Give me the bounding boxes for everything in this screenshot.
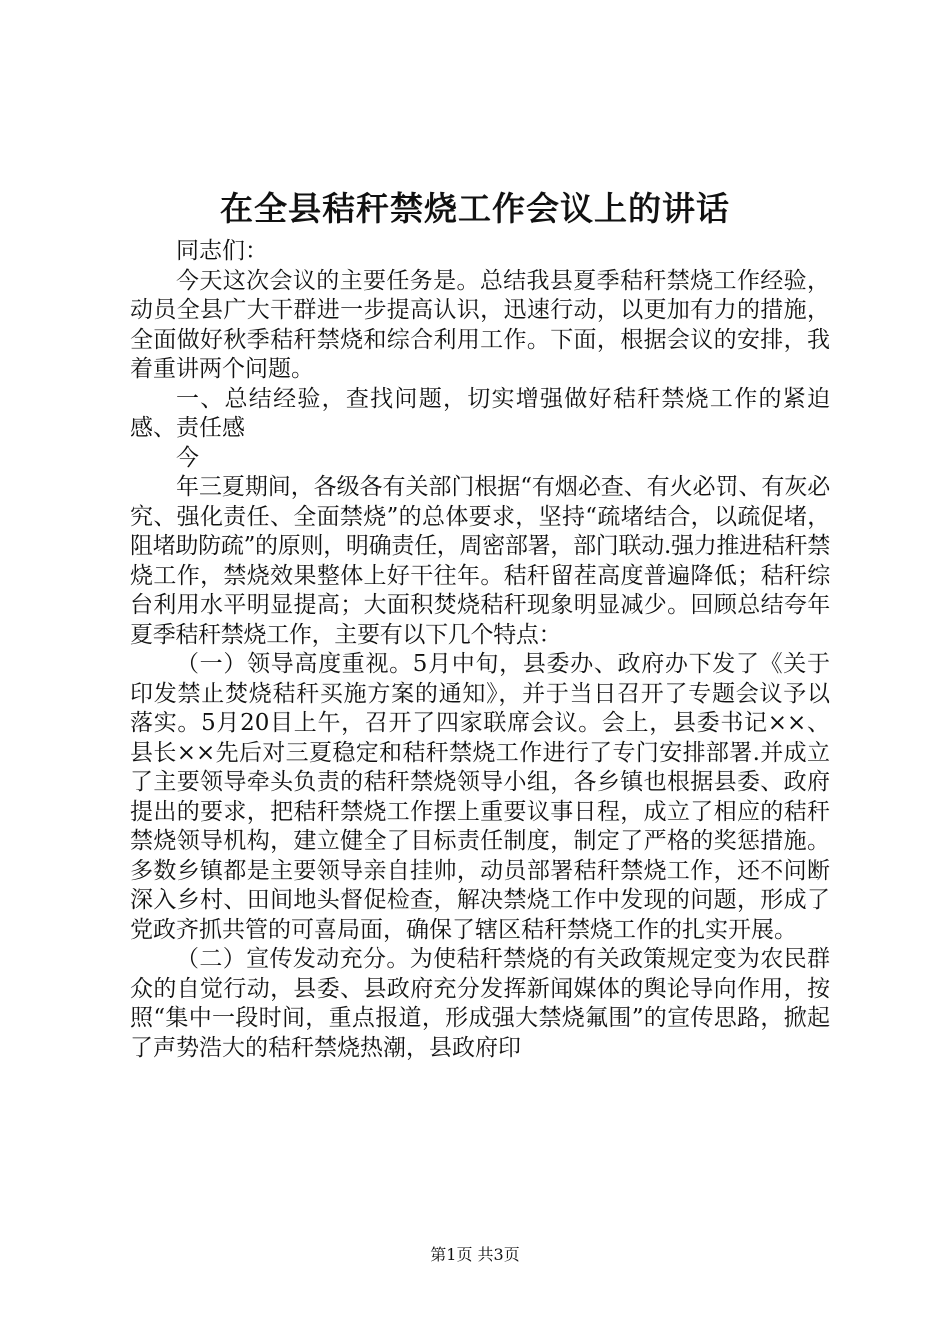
- section-heading-1: 一、总结经验，查找问题，切实增强做好秸秆禁烧工作的紧迫感、责任感: [130, 385, 830, 441]
- document-body: [130, 237, 830, 1063]
- intro-paragraph: 今天这次会议的主要任务是。总结我县夏季秸秆禁烧工作经验，动员全县广大干群进一步提高认识，迅速行动，以更加有力的措施，全面做好秋季秸秆禁烧和综合利用工作。下面，根据会议的安排，我着重讲两个问题。: [130, 267, 830, 382]
- salutation-paragraph: 同志们：: [176, 238, 268, 264]
- point-2-paragraph: （二）宣传发动充分。为使秸秆禁烧的有关政策规定变为农民群众的自觉行动，县委、县政府充分发挥新闻媒体的舆论导向作用，按照“集中一段时间，重点报道，形成强大禁烧氟围”的宣传思路，掀起了声势浩大的秸秆禁烧热潮，县政府印: [130, 946, 830, 1061]
- point-1-paragraph: （一）领导高度重视。5月中旬，县委办、政府办下发了《关于印发禁止焚烧秸秆买施方案的通知》，并于当日召开了专题会议予以落实。5月20目上午，召开了四家联席会议。会上，县委书记××、县长××先后对三夏稳定和秸秆禁烧工作进行了专门安排部署.并成立了主要领导牵头负责的秸秆禁烧领导小组，各乡镇也根据县委、政府提出的要求，把秸秆禁烧工作摆上重要议事日程，成立了相应的秸秆禁烧领导机构，建立健全了目标责任制度，制定了严格的奖惩措施。多数乡镇都是主要领导亲自挂帅，动员部署秸秆禁烧工作，还不问断深入乡村、田间地头督促检查，解决禁烧工作中发现的问题，形成了党政齐抓共管的可喜局面，确保了辖区秸秆禁烧工作的扎实开展。: [130, 651, 830, 943]
- page-footer: 第1页 共3页: [430, 1245, 520, 1264]
- summer-summary-paragraph: 年三夏期间，各级各有关部门根据“有烟必查、有火必罚、有灰必究、强化责任、全面禁烧”的总体要求，坚持“疏堵结合，以疏促堵，阻堵助防疏”的原则，明确责任，周密部署，部门联动.强力推进秸秆禁烧工作，禁烧效果整体上好干往年。秸秆留茬高度普遍降低；秸秆综台利用水平明显提高；大面积焚烧秸秆现象明显减少。回顾总结夸年夏季秸秆禁烧工作，主要有以下几个特点：: [130, 474, 830, 648]
- document-title: 在全县秸秆禁烧工作会议上的讲话: [220, 189, 730, 228]
- fragment-paragraph: 今: [176, 444, 199, 471]
